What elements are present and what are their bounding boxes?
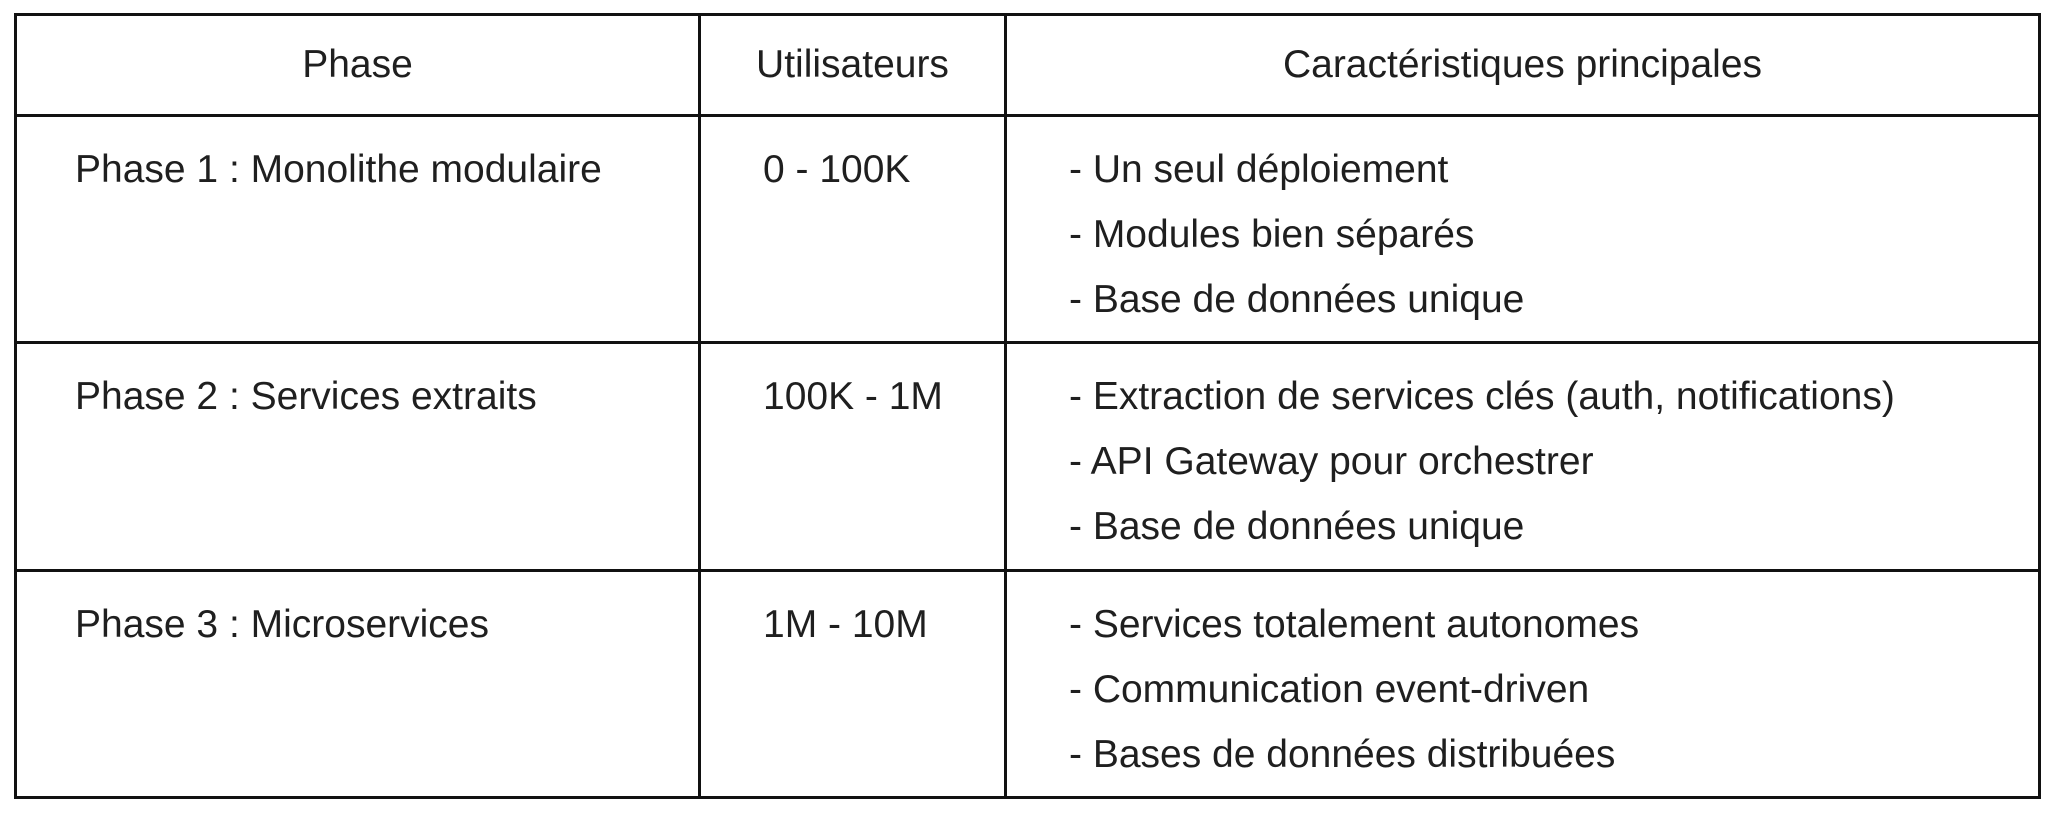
table-row [16, 570, 2040, 797]
features-list [1007, 117, 2038, 332]
phase-label: Phase 1 : Monolithe modulaire [75, 148, 602, 191]
users-cell [700, 343, 1006, 570]
users-range: 0 - 100K [763, 148, 911, 191]
table-row [16, 116, 2040, 343]
phase-label: Phase 2 : Services extraits [75, 375, 537, 419]
feature-item: - Services totalement autonomes [1069, 602, 1640, 646]
phase-cell [16, 343, 700, 570]
phase-label: Phase 3 : Microservices [75, 602, 489, 646]
table-row [16, 343, 2040, 570]
header-row [16, 15, 2040, 116]
header-features: Caractéristiques principales [1006, 15, 2040, 116]
features-list [1007, 572, 2038, 787]
feature-item: - Extraction de services clés (auth, notifications) [1069, 375, 1895, 419]
phases-table-container [14, 13, 2038, 799]
feature-item: - Un seul déploiement [1069, 148, 1449, 191]
users-range: 100K - 1M [763, 375, 943, 419]
features-cell [1006, 116, 2040, 343]
phases-table [14, 13, 2041, 799]
phase-cell [16, 570, 700, 797]
feature-item: - Bases de données distribuées [1069, 732, 1616, 776]
users-range: 1M - 10M [763, 602, 928, 646]
users-cell [700, 570, 1006, 797]
features-cell [1006, 343, 2040, 570]
features-cell [1006, 570, 2040, 797]
users-cell [700, 116, 1006, 343]
feature-item: - Modules bien séparés [1069, 213, 1475, 256]
feature-item: - Base de données unique [1069, 505, 1525, 549]
feature-item: - Communication event-driven [1069, 667, 1590, 711]
features-list [1007, 344, 2038, 559]
header-phase: Phase [16, 15, 700, 116]
phase-cell [16, 116, 700, 343]
feature-item: - API Gateway pour orchestrer [1069, 440, 1594, 484]
header-users: Utilisateurs [700, 15, 1006, 116]
feature-item: - Base de données unique [1069, 278, 1525, 321]
